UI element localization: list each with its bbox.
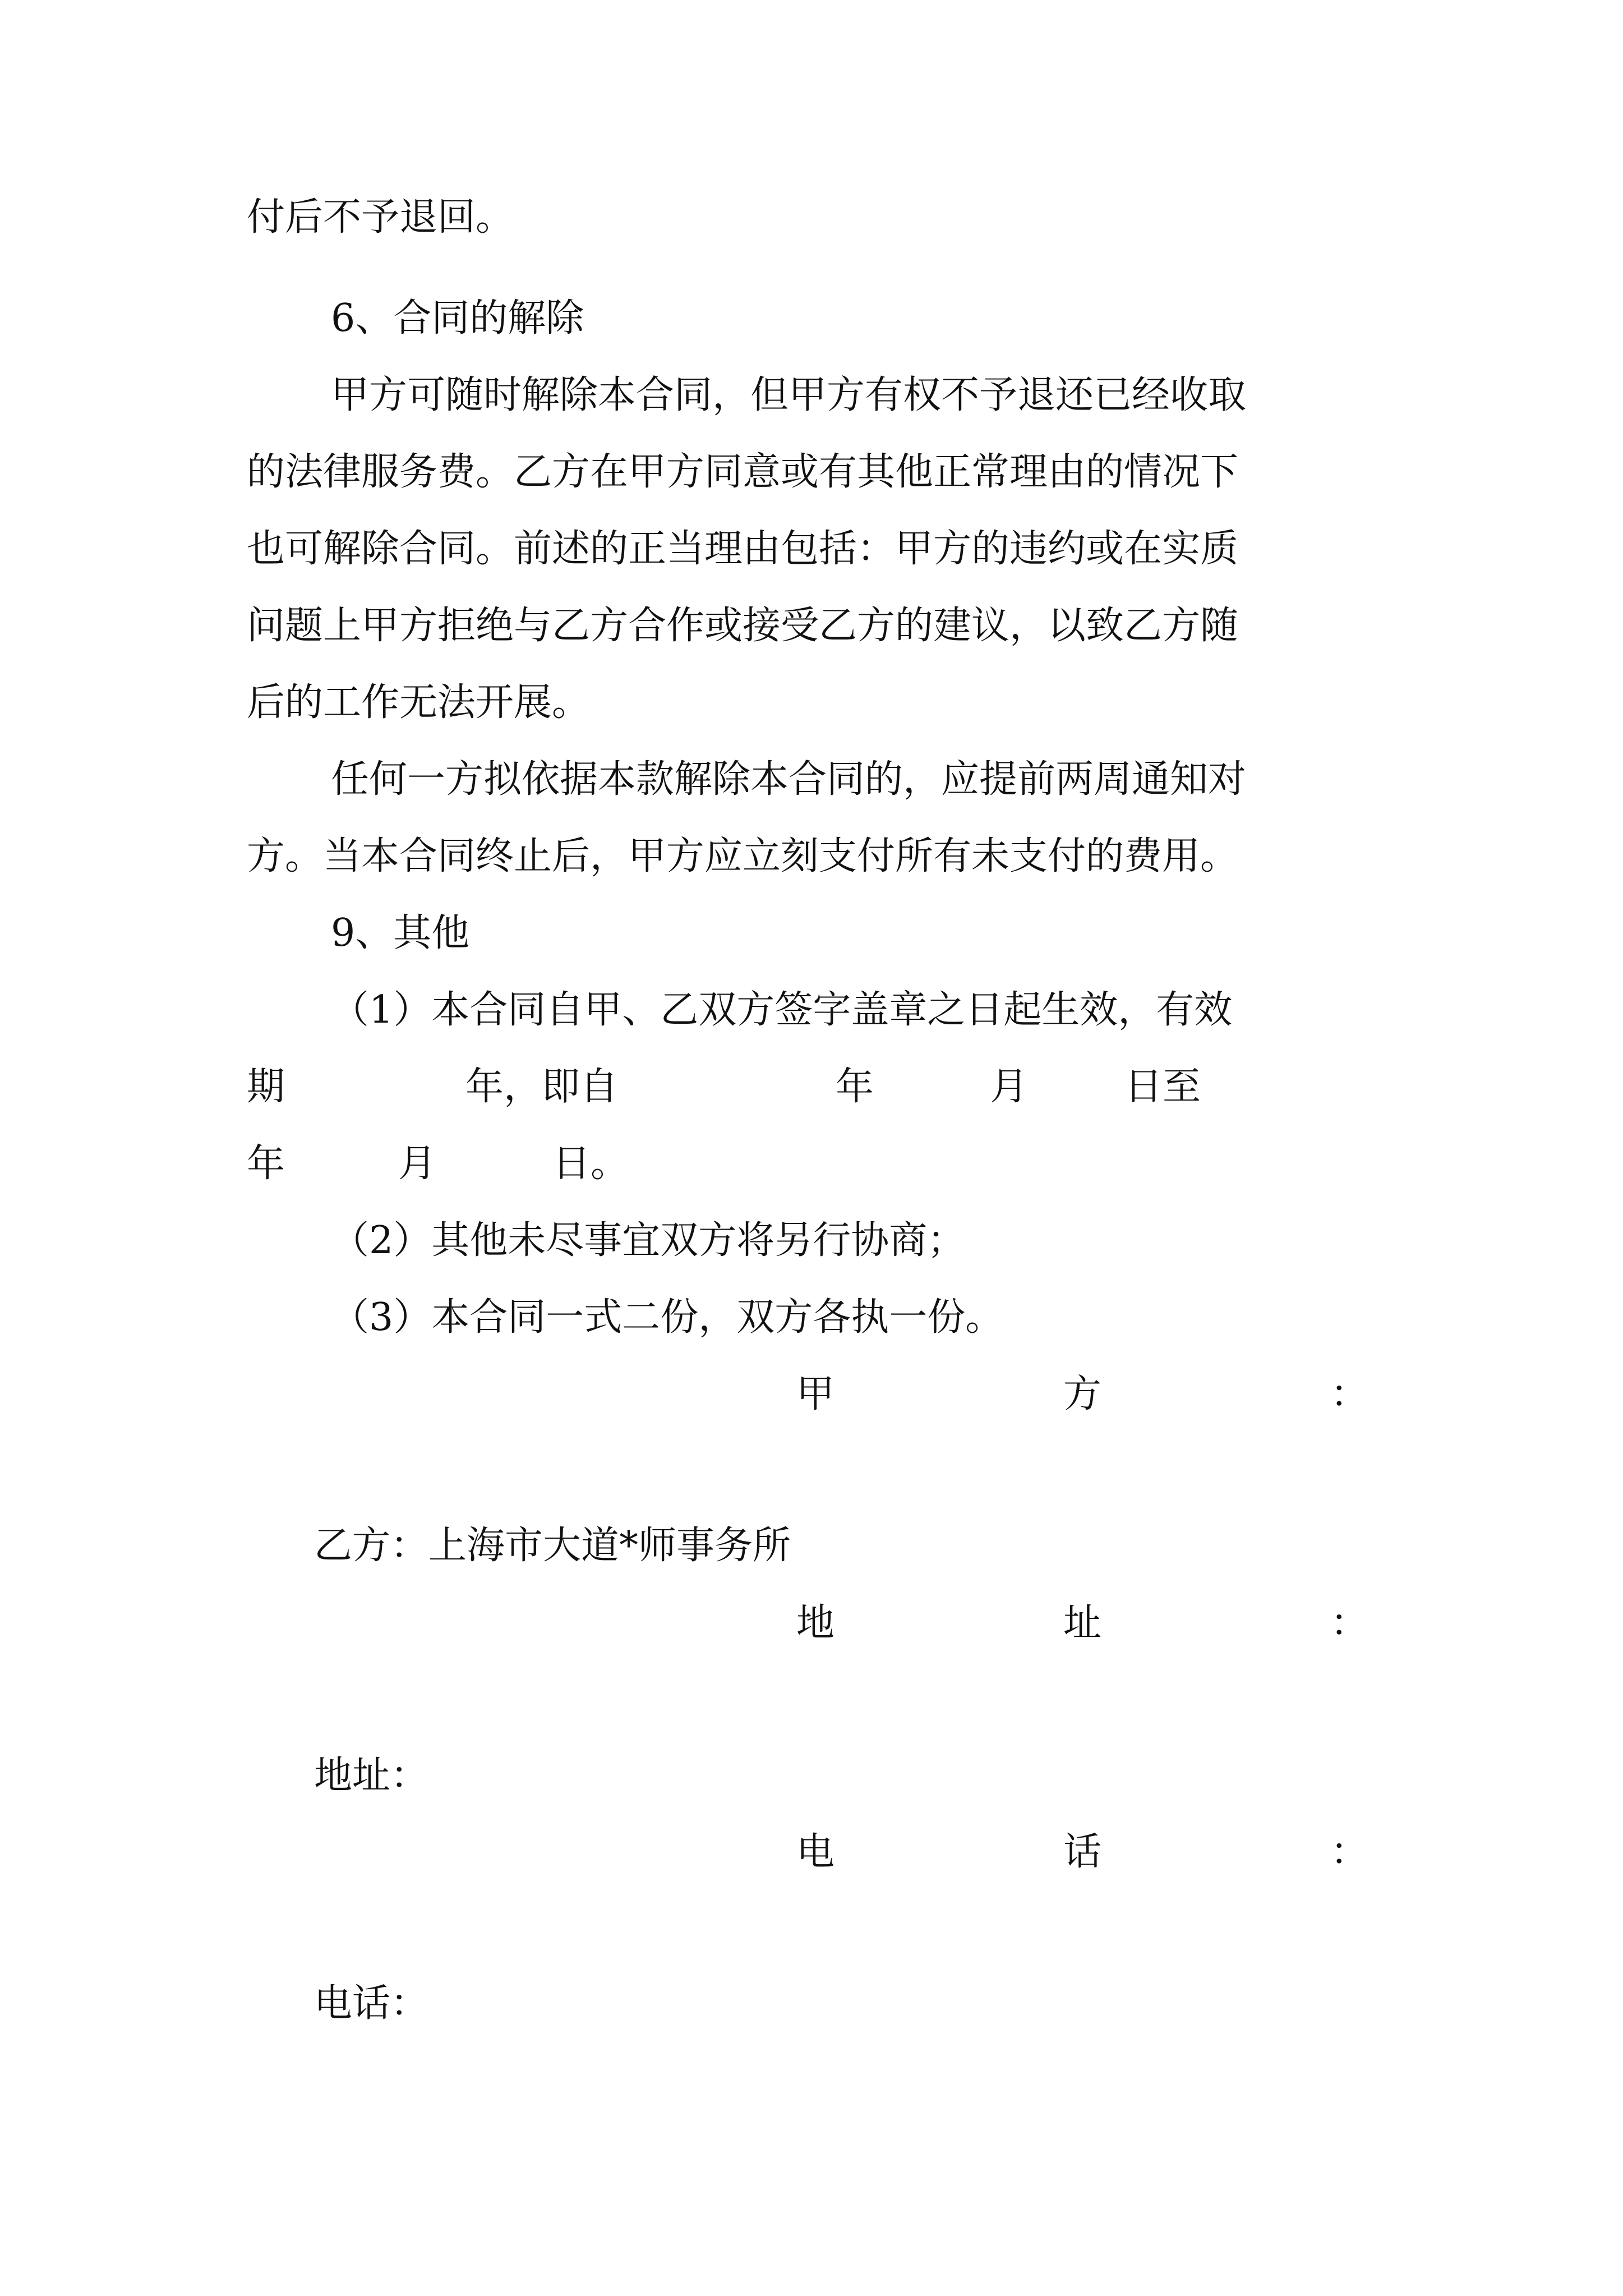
paragraph-line: 也可解除合同。前述的正当理由包括：甲方的违约或在实质: [247, 527, 1239, 571]
party-a-phone-label: 电 话 ：: [796, 1830, 1368, 1874]
paragraph-line: 任何一方拟依据本款解除本合同的，应提前两周通知对: [331, 757, 1247, 802]
term-years: 年，即自: [465, 1065, 619, 1109]
term-qi: 期: [247, 1065, 285, 1109]
term-end-month: 月: [398, 1142, 437, 1186]
term-end-year: 年: [247, 1142, 285, 1186]
clause-1-line: （1）本合同自甲、乙双方签字盖章之日起生效，有效: [331, 988, 1233, 1032]
term-start-month: 月: [990, 1065, 1029, 1109]
term-start-day: 日至: [1124, 1065, 1201, 1109]
party-a-address-label: 地 址 ：: [796, 1601, 1368, 1645]
term-start-year: 年: [836, 1065, 874, 1109]
party-b-phone-label: 电话：: [314, 1981, 429, 2026]
term-end-day: 日。: [552, 1142, 629, 1186]
clause-3-line: （3）本合同一式二份，双方各执一份。: [331, 1295, 1004, 1340]
paragraph-line: 的法律服务费。乙方在甲方同意或有其他正常理由的情况下: [247, 450, 1239, 494]
section-heading-termination: 6、合同的解除: [331, 296, 584, 341]
paragraph-line: 方。当本合同终止后，甲方应立刻支付所有未支付的费用。: [247, 834, 1239, 878]
paragraph-line: 甲方可随时解除本合同，但甲方有权不予退还已经收取: [331, 373, 1247, 417]
paragraph-line: 后的工作无法开展。: [247, 680, 591, 725]
party-a-label: 甲 方 ：: [796, 1372, 1368, 1416]
continuation-line: 付后不予退回。: [247, 195, 514, 240]
paragraph-line: 问题上甲方拒绝与乙方合作或接受乙方的建议，以致乙方随: [247, 604, 1239, 648]
party-b-address-label: 地址：: [314, 1754, 429, 1798]
section-heading-other: 9、其他: [331, 911, 470, 955]
clause-2-line: （2）其他未尽事宜双方将另行协商；: [331, 1218, 966, 1263]
party-b-label: 乙方：上海市大道*师事务所: [314, 1524, 791, 1568]
